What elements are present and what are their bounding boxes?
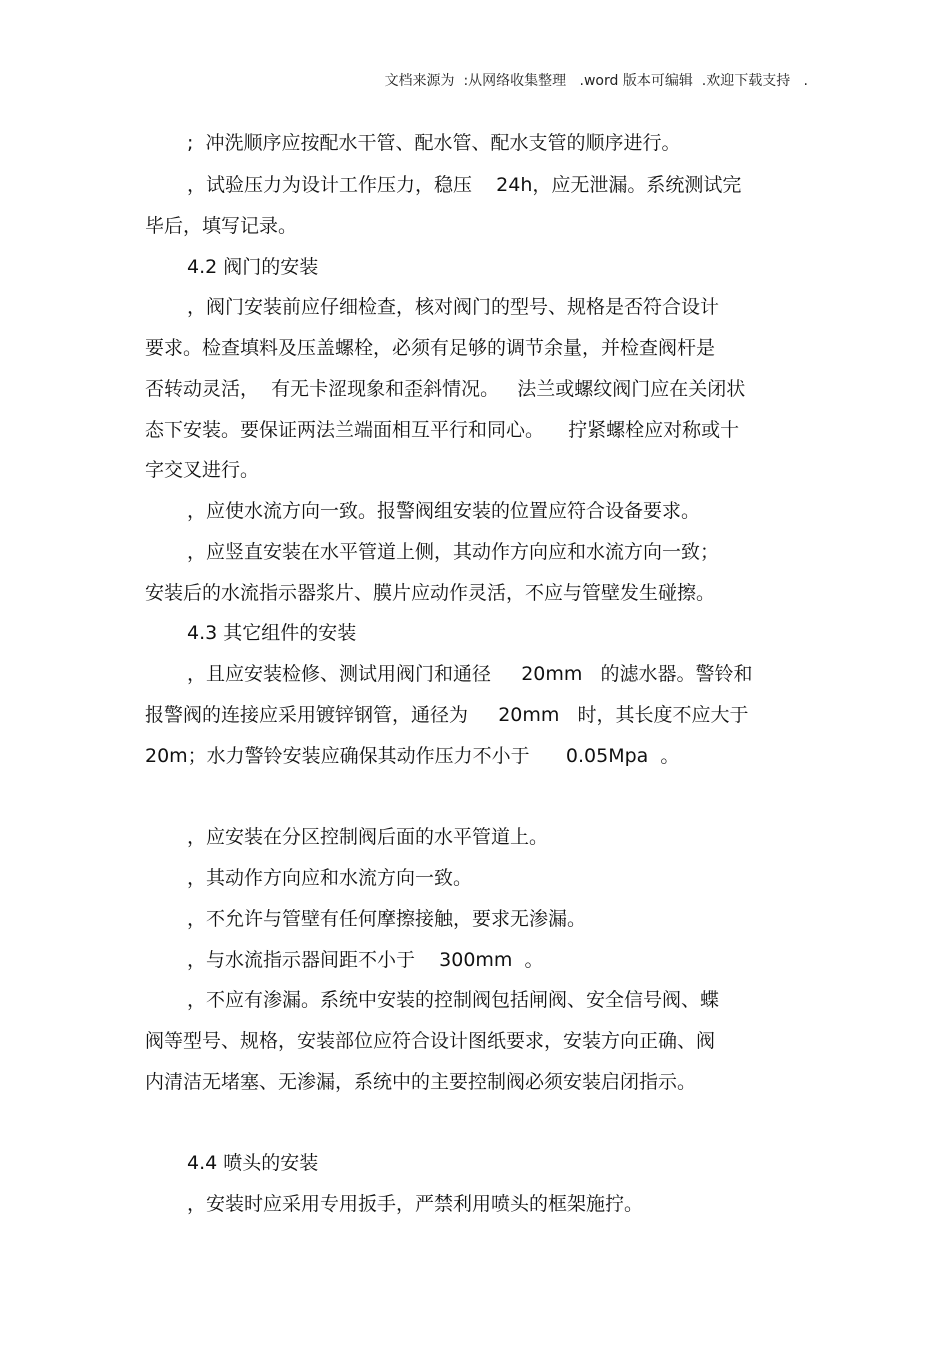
text-line: ，不允许与管壁有任何摩擦接触，要求无渗漏。 [187,908,587,930]
text-line: 内清洁无堵塞、无渗漏，系统中的主要控制阀必须安装启闭指示。 [145,1071,697,1093]
text-line: ，应安装在分区控制阀后面的水平管道上。 [187,826,549,848]
text-line: 安装后的水流指示器浆片、膜片应动作灵活，不应与管壁发生碰擦。 [145,582,716,604]
text-line: 态下安装。要保证两法兰端面相互平行和同心。 拧紧螺栓应对称或十 [145,419,740,441]
text-line: ，试验压力为设计工作压力，稳压 24h，应无泄漏。系统测试完 [187,174,742,196]
text-line: ; 冲洗顺序应按配水干管、配水管、配水支管的顺序进行。 [187,132,681,154]
section-heading: 4.2 阀门的安装 [187,256,319,278]
text-line: ，其动作方向应和水流方向一致。 [187,867,473,889]
text-line: ，安装时应采用专用扳手，严禁利用喷头的框架施拧。 [187,1193,644,1215]
text-line: ，应使水流方向一致。报警阀组安装的位置应符合设备要求。 [187,500,701,522]
text-line: 否转动灵活， 有无卡涩现象和歪斜情况。 法兰或螺纹阀门应在关闭状 [145,378,746,400]
text-line: 报警阀的连接应采用镀锌钢管，通径为 20mm 时，其长度不应大于 [145,704,749,726]
text-line: ，与水流指示器间距不小于 300mm 。 [187,949,544,971]
page-header: 文档来源为 :从网络收集整理 .word 版本可编辑 .欢迎下载支持 . [384,73,808,89]
text-line: ，阀门安装前应仔细检查，核对阀门的型号、规格是否符合设计 [187,296,720,318]
text-line: 毕后，填写记录。 [145,215,298,237]
text-line: ，且应安装检修、测试用阀门和通径 20mm 的滤水器。警铃和 [187,663,753,685]
text-line: ，不应有渗漏。系统中安装的控制阀包括闸阀、安全信号阀、蝶 [187,989,720,1011]
text-line: 要求。检查填料及压盖螺栓，必须有足够的调节余量，并检查阀杆是 [145,337,716,359]
text-line: 20m；水力警铃安装应确保其动作压力不小于 0.05Mpa 。 [145,745,680,767]
text-line: 字交叉进行。 [145,459,260,481]
section-heading: 4.3 其它组件的安装 [187,622,357,644]
text-line: ，应竖直安装在水平管道上侧，其动作方向应和水流方向一致； [187,541,720,563]
text-line: 阀等型号、规格，安装部位应符合设计图纸要求，安装方向正确、阀 [145,1030,716,1052]
section-heading: 4.4 喷头的安装 [187,1152,319,1174]
